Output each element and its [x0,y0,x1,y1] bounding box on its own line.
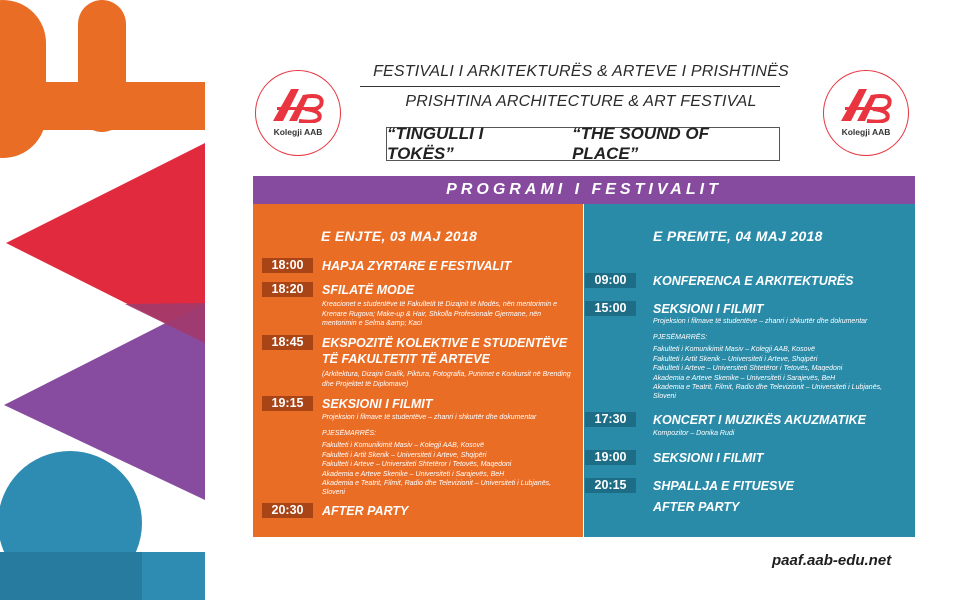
event-time: 18:20 [262,282,313,297]
event-title: HAPJA ZYRTARE E FESTIVALIT [322,259,512,273]
event-time: 09:00 [585,273,636,288]
participant: Akademia e Teatrit, Filmit, Radio dhe Televizionit – Universiteti i Lubjanës, [322,480,552,488]
event-time: 18:45 [262,335,313,350]
logo-label-left: Kolegji AAB [273,127,323,137]
event-title: SEKSIONI I FILMIT [653,302,764,316]
participant: Akademia e Arteve Skenike – Universiteti i Sarajevës, BeH [322,470,505,478]
participant: Fakulteti i Artit Skenik – Universiteti i Arteve, Shqipëri [653,355,818,363]
logo-label-right: Kolegji AAB [841,127,891,137]
participants-list [322,429,551,498]
theme-en: “THE SOUND OF PLACE” [572,124,710,163]
event-description: (Arkitektura, Dizajni Grafik, Piktura, Fotografia, Punimet e Konkursit në Brending dhe Projektet të Diplomave) [322,371,571,388]
event-title: KONFERENCA E ARKITEKTURËS [653,274,854,288]
aab-mark-icon [269,87,327,123]
participant: Fakulteti i Arteve – Universiteti Shtetëror i Tetovës, Maqedoni [653,365,843,373]
participant: Akademia e Teatrit, Filmit, Radio dhe Televizionit – Universiteti i Lubjanës, [653,384,883,392]
event-title: KONCERT I MUZIKËS AKUZMATIKE [653,413,866,427]
participant: Fakulteti i Arteve – Universiteti Shtetëror i Tetovës, Maqedoni [322,461,512,469]
event-time: 15:00 [585,301,636,316]
event-time: 19:00 [585,450,636,465]
event-title: SEKSIONI I FILMIT [653,451,764,465]
aab-mark-icon [837,87,895,123]
participant: Fakulteti i Artit Skenik – Universiteti i Arteve, Shqipëri [322,451,487,459]
kolegji-aab-logo-right [823,70,909,156]
header-divider [360,86,780,87]
after-party-title: AFTER PARTY [653,500,740,514]
participant: Fakulteti i Komunikimit Masiv – Kolegji AAB, Kosovë [653,346,815,354]
participants-label: PJESËMARRËS: [653,334,708,341]
festival-title-sq: FESTIVALI I ARKITEKTURËS & ARTEVE I PRISHTINËS [373,63,789,80]
program-banner: PROGRAMI I FESTIVALIT [253,176,915,204]
event-title: SHPALLJA E FITUESVE [653,479,794,493]
event-description: Projeksion i filmave të studentëve – zhanri i shkurtër dhe dokumentar [653,318,868,325]
festival-title-en: PRISHTINA ARCHITECTURE & ART FESTIVAL [405,93,757,110]
event-description: Kompozitor – Donika Rudi [653,430,735,437]
event-title: AFTER PARTY [322,504,409,518]
day1-date: E ENJTE, 03 MAJ 2018 [321,228,478,244]
day2-date: E PREMTE, 04 MAJ 2018 [653,228,823,244]
event-description: Kreacionet e studentëve të Fakultetit të Dizajnit të Modës, nën mentorimin e Krenare Rugova; Make-up & Hair, Shkolla Profesionale Gjermane, nën mentorimin e Selma &amp; Kaci [322,301,558,327]
participants-list [653,333,882,402]
theme-sq: “TINGULLI I TOKËS” [387,124,484,163]
participant: Fakulteti i Komunikimit Masiv – Kolegji AAB, Kosovë [322,442,484,450]
festival-logo-graphic [0,0,250,600]
participant: Sloveni [653,393,676,401]
event-time: 18:00 [262,258,313,273]
event-time: 17:30 [585,412,636,427]
kolegji-aab-logo-left [255,70,341,156]
participant: Akademia e Arteve Skenike – Universiteti i Sarajevës, BeH [653,374,836,382]
day2-column [584,204,915,537]
event-time: 19:15 [262,396,313,411]
event-description: Projeksion i filmave të studentëve – zhanri i shkurtër dhe dokumentar [322,414,537,421]
event-time: 20:15 [585,478,636,493]
orange-bars-shape [0,0,205,158]
participant: Sloveni [322,489,345,497]
theme-box [386,124,780,163]
event-time: 20:30 [262,503,313,518]
website-link[interactable]: paaf.aab-edu.net [772,552,892,569]
day1-column [253,204,583,537]
event-title: EKSPOZITË KOLEKTIVE E STUDENTËVE TË FAKULTETIT TË ARTEVE [322,336,568,366]
event-title: SFILATË MODE [322,283,415,297]
participants-label: PJESËMARRËS: [322,430,377,437]
event-title: SEKSIONI I FILMIT [322,397,433,411]
